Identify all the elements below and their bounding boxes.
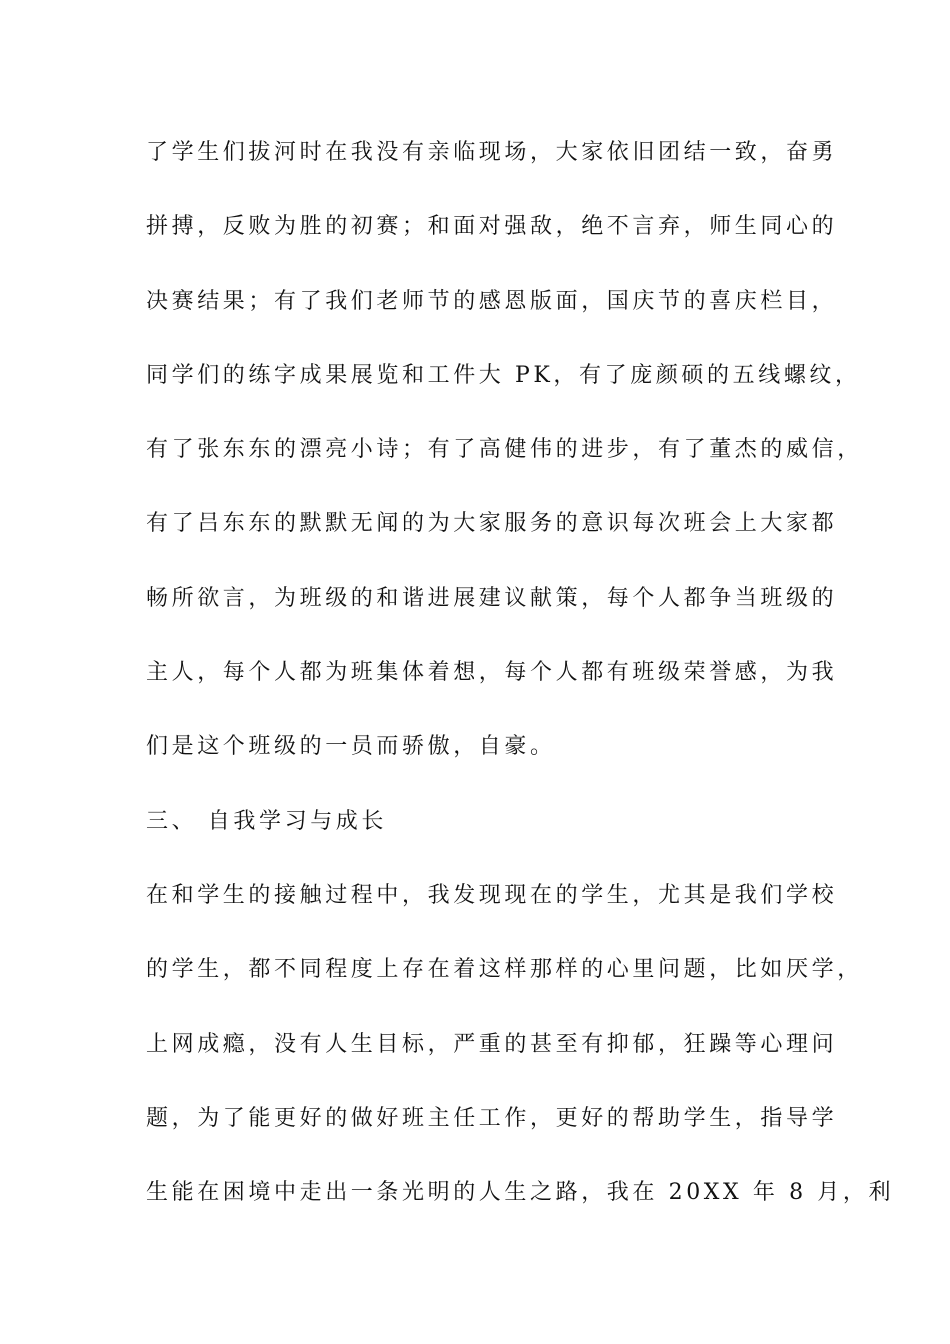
paragraph-line: 在和学生的接触过程中，我发现现在的学生，尤其是我们学校 (146, 882, 838, 908)
paragraph-line: 生能在困境中走出一条光明的人生之路，我在 20XX 年 8 月，利 (146, 1180, 895, 1206)
paragraph-line: 们是这个班级的一员而骄傲，自豪。 (146, 734, 556, 760)
paragraph-line: 了学生们拔河时在我没有亲临现场，大家依旧团结一致，奋勇 (146, 140, 838, 165)
paragraph-line: 的学生，都不同程度上存在着这样那样的心里问题，比如厌学， (146, 957, 863, 983)
document-body (146, 131, 895, 1245)
paragraph-line: 决赛结果；有了我们老师节的感恩版面，国庆节的喜庆栏目， (146, 288, 838, 314)
paragraph-line: 有了吕东东的默默无闻的为大家服务的意识每次班会上大家都 (146, 511, 838, 537)
paragraph-line: 主人，每个人都为班集体着想，每个人都有班级荣誉感，为我 (146, 660, 838, 686)
section-heading: 三、 自我学习与成长 (146, 808, 387, 834)
paragraph-line: 题，为了能更好的做好班主任工作，更好的帮助学生，指导学 (146, 1105, 838, 1131)
paragraph-line: 拼搏，反败为胜的初赛；和面对强敌，绝不言弃，师生同心的 (146, 214, 838, 240)
paragraph-line: 上网成瘾，没有人生目标，严重的甚至有抑郁，狂躁等心理问 (146, 1031, 838, 1057)
paragraph-line: 畅所欲言，为班级的和谐进展建议献策，每个人都争当班级的 (146, 585, 838, 611)
paragraph-line: 有了张东东的漂亮小诗；有了高健伟的进步，有了董杰的威信， (146, 437, 863, 463)
paragraph-line: 同学们的练字成果展览和工件大 PK，有了庞颜硕的五线螺纹， (146, 362, 861, 388)
